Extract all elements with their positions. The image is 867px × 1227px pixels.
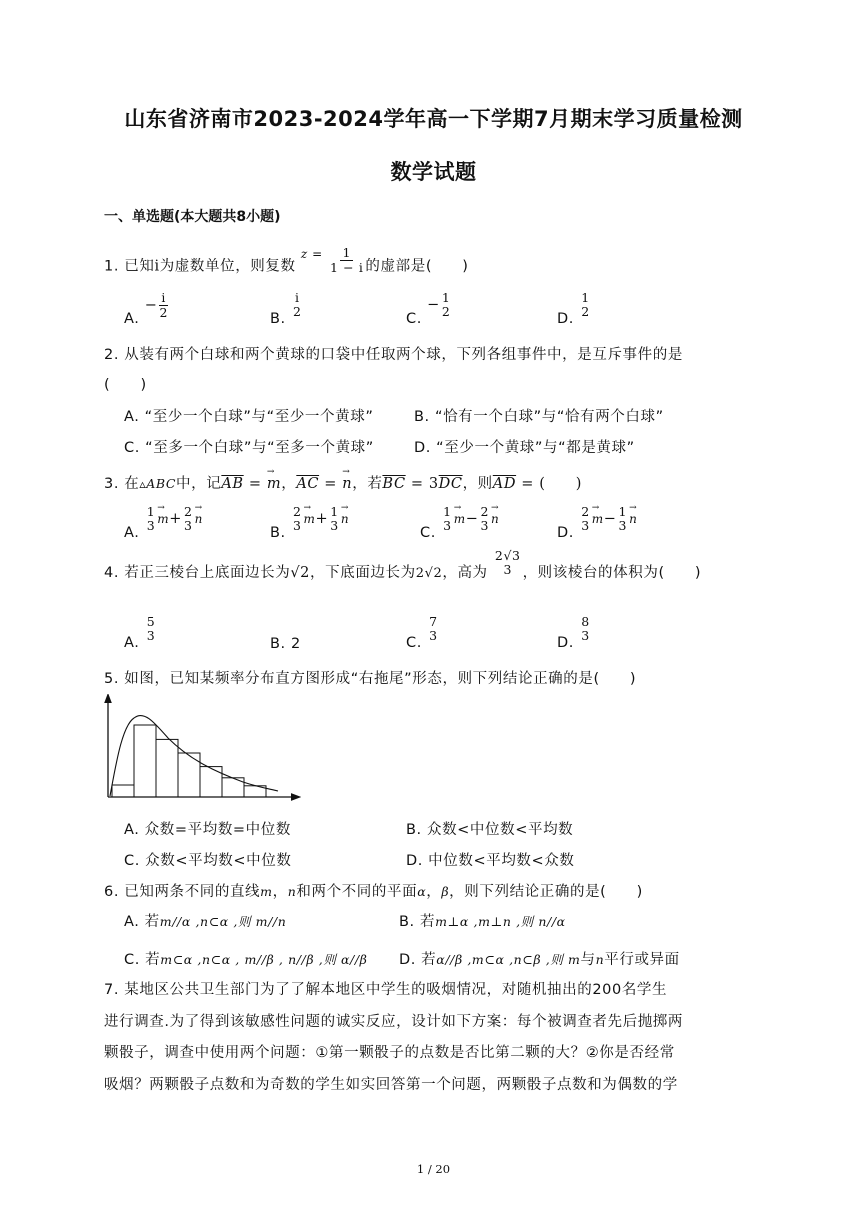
q1-option-b[interactable]: B. i 2 (270, 290, 302, 327)
q6-option-b[interactable]: B. 若m⊥α ,m⊥n ,则 n//α (399, 914, 566, 930)
q4-option-d[interactable]: D. 8 3 (557, 614, 590, 651)
question-4: 4. 若正三棱台上底面边长为√2，下底面边长为2√2，高为 2√3 3 ，则该棱台的体积为( ) (104, 548, 702, 581)
page-title: 山东省济南市2023-2024学年高一下学期7月期末学习质量检测 (124, 107, 743, 131)
question-5: 5. 如图，已知某频率分布直方图形成“右拖尾”形态，则下列结论正确的是( ) (104, 671, 637, 687)
section-heading: 一、单选题(本大题共8小题) (104, 209, 281, 225)
histogram-bar (200, 767, 222, 797)
q5-option-d[interactable]: D. 中位数<平均数<众数 (406, 853, 575, 869)
q4-option-c[interactable]: C. 7 3 (406, 614, 438, 651)
q2-option-b[interactable]: B. “恰有一个白球”与“恰有两个白球” (414, 409, 664, 425)
q1-option-c[interactable]: C. − 1 2 (406, 290, 451, 327)
histogram-figure (98, 694, 303, 806)
q6-option-a[interactable]: A. 若m//α ,n⊂α ,则 m//n (124, 914, 287, 930)
histogram-bar (156, 739, 178, 797)
q3-option-c[interactable]: C. 1 3 → m− 2 3 → n (420, 505, 499, 533)
page-subtitle: 数学试题 (390, 160, 477, 184)
question-2-paren: ( ) (104, 377, 147, 393)
q3-option-a[interactable]: A. 1 3 → m+ 2 3 → n (124, 505, 203, 533)
q4-option-b[interactable]: B. 2 (270, 636, 301, 652)
q5-option-b[interactable]: B. 众数<中位数<平均数 (406, 822, 574, 838)
q2-option-c[interactable]: C. “至多一个白球”与“至多一个黄球” (124, 440, 374, 456)
histogram-bar (112, 785, 134, 797)
q6-option-c[interactable]: C. 若m⊂α ,n⊂α , m//β , n//β ,则 α//β (124, 952, 368, 968)
q5-option-c[interactable]: C. 众数<平均数<中位数 (124, 853, 292, 869)
q6-option-d[interactable]: D. 若α//β ,m⊂α ,n⊂β ,则 m与n平行或异面 (399, 952, 680, 968)
question-7-line-4: 吸烟？两颗骰子点数和为奇数的学生如实回答第一个问题，两颗骰子点数和为偶数的学 (104, 1077, 678, 1093)
question-6: 6. 已知两条不同的直线m，n和两个不同的平面α，β，则下列结论正确的是( ) (104, 884, 643, 900)
histogram-bar (178, 753, 200, 797)
q3-option-b[interactable]: B. 2 3 → m+ 1 3 → n (270, 505, 349, 533)
q3-option-d[interactable]: D. 2 3 → m− 1 3 → n (557, 505, 637, 533)
question-7-line-1: 7. 某地区公共卫生部门为了了解本地区中学生的吸烟情况，对随机抽出的200名学生 (104, 982, 668, 998)
q2-option-d[interactable]: D. “至少一个黄球”与“都是黄球” (414, 440, 635, 456)
histogram-bar (134, 725, 156, 797)
q5-option-a[interactable]: A. 众数=平均数=中位数 (124, 822, 291, 838)
question-1: 1. 已知i为虚数单位，则复数 $^{z =}$ $\frac{1}{1 - i}$ 的虚部是( ) (104, 245, 469, 275)
question-7-line-2: 进行调查.为了得到该敏感性问题的诚实反应，设计如下方案：每个被调查者先后抛掷两 (104, 1014, 684, 1030)
question-2: 2. 从装有两个白球和两个黄球的口袋中任取两个球，下列各组事件中，是互斥事件的是 (104, 347, 683, 363)
question-3: 3. 在▵ABC中，记$\overline{AB}$ = → m，$\overline{AC}$ = → n，若$\overline{BC} = 3\overline{DC}$，则$\overline{AD}$ = ( ) (104, 472, 582, 493)
density-curve (110, 715, 278, 796)
q1-option-d[interactable]: D. 1 2 (557, 290, 590, 327)
q1-option-a[interactable]: A. − $\frac{i}{2}$ (124, 290, 169, 328)
page-number: 1 / 20 (416, 1162, 451, 1176)
q2-option-a[interactable]: A. “至少一个白球”与“至少一个黄球” (124, 409, 374, 425)
question-7-line-3: 颗骰子，调查中使用两个问题：①第一颗骰子的点数是否比第二颗的大？②你是否经常 (104, 1045, 675, 1061)
q4-option-a[interactable]: A. 5 3 (124, 614, 156, 651)
